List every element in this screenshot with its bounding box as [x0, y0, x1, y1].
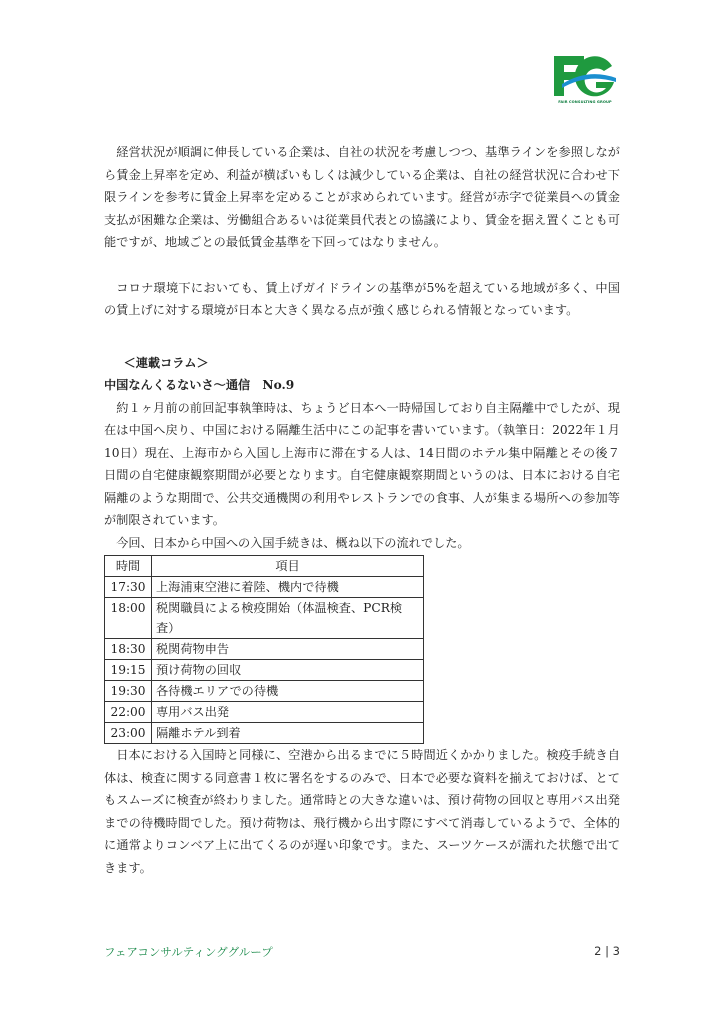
- column-title: ＜連載コラム＞: [123, 355, 209, 370]
- paragraph-covid-wage: コロナ環境下においても、賃上げガイドラインの基準が5%を超えている地域が多く、中国の賃上げに対する環境が日本と大きく異なる点が強く感じられる情報となっています。: [104, 280, 620, 317]
- table-header-row: [105, 556, 424, 577]
- table-row: [105, 639, 424, 660]
- paragraph-quarantine: 約１ヶ月前の前回記事執筆時は、ちょうど日本へ一時帰国しており自主隔離中でしたが、現在は中国へ戻り、中国における隔離生活中にこの記事を書いています。（執筆日：2022年１月10日）現在、上海市から入国し上海市に滞在する人は、14日間のホテル集中隔離とその後７日間の自宅健康観察期間が必要となります。自宅健康観察期間というのは、日本における自宅隔離のような期間で、公共交通機関の利用やレストランでの食事、人が集まる場所への参加等が制限されています。: [104, 400, 620, 527]
- table-row: [105, 723, 424, 744]
- document-body: [104, 141, 620, 879]
- cell-time: 18:30: [105, 639, 152, 660]
- table-row: [105, 598, 424, 639]
- cell-item: 各待機エリアでの待機: [152, 681, 424, 702]
- cell-time: 19:15: [105, 660, 152, 681]
- table-row: [105, 577, 424, 598]
- entry-schedule-table: [104, 555, 424, 744]
- paragraph-wage-policy: 経営状況が順調に伸長している企業は、自社の状況を考慮しつつ、基準ラインを参照しながら賃金上昇率を定め、利益が横ばいもしくは減少している企業は、自社の経営状況に合わせ下限ラインを参考に賃金上昇率を定めることが求められています。経営が赤字で従業員への賃金支払が困難な企業は、労働組合あるいは従業員代表との協議により、賃金を据え置くことも可能ですが、地域ごとの最低賃金基準を下回ってはなりません。: [104, 145, 620, 249]
- cell-item: 税関荷物申告: [152, 639, 424, 660]
- column-subtitle: 中国なんくるないさ～通信 No.9: [104, 378, 295, 392]
- cell-item: 税関職員による検疫開始（体温検査、PCR検査）: [152, 598, 424, 639]
- footer-company-name: フェアコンサルティンググループ: [104, 945, 273, 959]
- cell-item: 隔離ホテル到着: [152, 723, 424, 744]
- cell-time: 19:30: [105, 681, 152, 702]
- table-row: [105, 660, 424, 681]
- cell-time: 23:00: [105, 723, 152, 744]
- header-time: 時間: [105, 556, 152, 577]
- logo-caption: FAIR CONSULTING GROUP: [558, 100, 612, 104]
- cell-time: 17:30: [105, 577, 152, 598]
- footer-page-number: 2 | 3: [594, 944, 620, 958]
- header-item: 項目: [152, 556, 424, 577]
- cell-time: 18:00: [105, 598, 152, 639]
- cell-time: 22:00: [105, 702, 152, 723]
- cell-item: 上海浦東空港に着陸、機内で待機: [152, 577, 424, 598]
- paragraph-entry-intro: 今回、日本から中国への入国手続きは、概ね以下の流れでした。: [116, 535, 470, 550]
- table-row: [105, 681, 424, 702]
- cell-item: 預け荷物の回収: [152, 660, 424, 681]
- table-row: [105, 702, 424, 723]
- cell-item: 専用バス出発: [152, 702, 424, 723]
- paragraph-entry-experience: 日本における入国時と同様に、空港から出るまでに５時間近くかかりました。検疫手続き自体は、検査に関する同意書１枚に署名をするのみで、日本で必要な資料を揃えておけば、とてもスムーズに検査が終わりました。通常時との大きな違いは、預け荷物の回収と専用バス出発までの待機時間でした。預け荷物は、飛行機から出す際にすべて消毒しているようで、全体的に通常よりコンベア上に出てくるのが遅い印象です。また、スーツケースが濡れた状態で出てきます。: [104, 748, 620, 875]
